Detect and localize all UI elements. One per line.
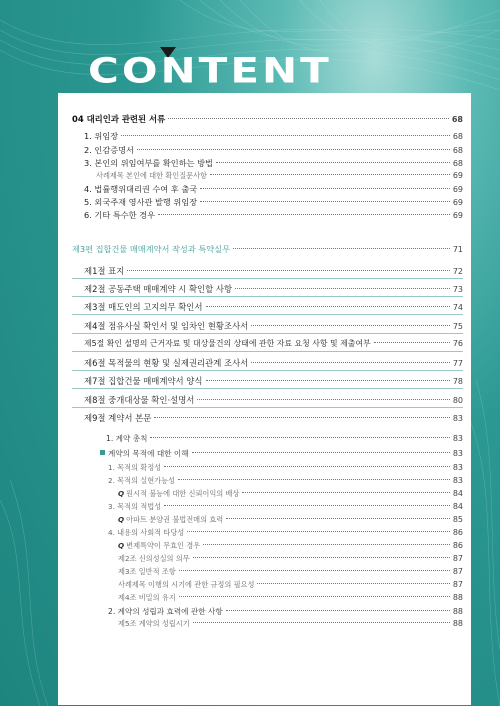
- toc-part-3[interactable]: [72, 244, 463, 255]
- toc-label: 2. 목적의 실현가능성: [108, 476, 175, 485]
- toc-page: 77: [452, 359, 463, 368]
- toc-item[interactable]: [84, 197, 463, 208]
- toc-page: 87: [452, 580, 463, 589]
- toc-page: 85: [452, 515, 463, 524]
- toc-page: 72: [452, 267, 463, 276]
- toc-label: 계약의 목적에 대한 이해: [108, 449, 189, 458]
- toc-label: 1. 위임장: [84, 131, 119, 141]
- toc-item[interactable]: [108, 502, 463, 512]
- toc-page: 88: [452, 619, 463, 628]
- divider: [72, 314, 463, 315]
- toc-section[interactable]: [84, 357, 463, 369]
- toc-label: 4. 법률행위대리권 수여 후 출국: [84, 184, 198, 194]
- toc-section[interactable]: [84, 412, 463, 424]
- toc-label: 제2절 공동주택 매매계약 시 확인할 사항: [84, 284, 233, 294]
- toc-page: 68: [452, 132, 463, 141]
- toc-page: 69: [452, 185, 463, 194]
- toc-label: 제4절 점유사실 확인서 및 임차인 현황조사서: [84, 321, 249, 331]
- divider: [72, 333, 463, 334]
- toc-section[interactable]: [84, 283, 463, 295]
- toc-label: 제5절 확인 설명의 근거자료 및 대상물건의 상태에 관한 자료 요청 사항 및 제출여부: [84, 339, 371, 348]
- toc-label: 제4조 비밀의 유지: [118, 593, 176, 602]
- toc-item[interactable]: [118, 567, 463, 577]
- toc-page: 83: [452, 463, 463, 472]
- toc-item[interactable]: [118, 593, 463, 603]
- toc-label: 04 대리인과 관련된 서류: [72, 114, 166, 124]
- toc-item[interactable]: [84, 145, 463, 156]
- toc-label: 제3편 집합건물 매매계약서 작성과 특약실무: [72, 244, 230, 254]
- toc-item[interactable]: [118, 554, 463, 564]
- toc-item[interactable]: [118, 541, 463, 551]
- toc-label: 5. 외국주재 영사관 발행 위임장: [84, 197, 198, 207]
- toc-page: 83: [452, 449, 463, 458]
- toc-page: 83: [452, 414, 463, 423]
- question-icon: Q: [118, 541, 125, 550]
- toc-page: 86: [452, 528, 463, 537]
- toc-item[interactable]: [108, 463, 463, 473]
- toc-section[interactable]: [84, 338, 463, 349]
- toc-page: 87: [452, 567, 463, 576]
- toc-page: 68: [452, 146, 463, 155]
- toc-label: 제8절 중개대상물 확인·설명서: [84, 395, 195, 405]
- toc-label: 6. 기타 특수한 경우: [84, 210, 155, 220]
- toc-item[interactable]: [118, 515, 463, 525]
- toc-item[interactable]: [84, 131, 463, 142]
- toc-sheet: [58, 93, 471, 705]
- page-title: CONTENT: [88, 50, 332, 91]
- toc-page: 86: [452, 541, 463, 550]
- toc-page: 87: [452, 554, 463, 563]
- toc-label: 4. 내용의 사회적 타당성: [108, 528, 185, 537]
- toc-section[interactable]: [84, 375, 463, 387]
- toc-page: 88: [452, 607, 463, 616]
- toc-chapter-04[interactable]: [72, 113, 463, 125]
- toc-page: 84: [452, 489, 463, 498]
- toc-item[interactable]: [84, 184, 463, 195]
- toc-page: 75: [452, 322, 463, 331]
- toc-label: 제9절 계약서 본문: [84, 413, 152, 423]
- toc-page: 76: [452, 339, 463, 348]
- toc-section[interactable]: [84, 265, 463, 277]
- toc-page: 88: [452, 593, 463, 602]
- toc-label: 원시적 불능에 대한 신뢰이익의 배상: [126, 489, 240, 498]
- toc-item[interactable]: [84, 210, 463, 221]
- toc-page: 71: [452, 245, 463, 254]
- toc-label: 3. 목적의 적법성: [108, 502, 162, 511]
- toc-page: 68: [451, 115, 463, 124]
- toc-section[interactable]: [84, 301, 463, 313]
- divider: [72, 278, 463, 279]
- divider: [72, 407, 463, 408]
- toc-item[interactable]: [118, 580, 463, 590]
- toc-label: 변제특약이 무효인 경우: [126, 541, 201, 550]
- toc-label: 제3조 일반적 조항: [118, 567, 176, 576]
- toc-page: 78: [452, 377, 463, 386]
- toc-subsection[interactable]: [108, 606, 463, 617]
- toc-label: 제2조 신의성실의 의무: [118, 554, 190, 563]
- toc-page: 83: [452, 434, 463, 443]
- toc-item[interactable]: [84, 158, 463, 169]
- toc-page: 68: [452, 159, 463, 168]
- toc-label: 사례제목 이행의 시기에 관한 규정의 필요성: [118, 580, 255, 589]
- toc-item[interactable]: [108, 476, 463, 486]
- toc-label: 제5조 계약의 성립시기: [118, 619, 190, 628]
- toc-label: 아파트 분양권 불법전매의 효력: [126, 515, 224, 524]
- toc-page: 73: [452, 285, 463, 294]
- question-icon: Q: [118, 489, 125, 498]
- toc-section[interactable]: [84, 394, 463, 406]
- divider: [72, 370, 463, 371]
- toc-subsection[interactable]: [100, 448, 463, 459]
- toc-page: 74: [452, 303, 463, 312]
- toc-label: 2. 계약의 성립과 효력에 관한 사항: [108, 607, 223, 616]
- toc-subsection[interactable]: [106, 433, 463, 444]
- toc-label: 제7절 집합건물 매매계약서 양식: [84, 376, 203, 386]
- toc-item[interactable]: [96, 171, 463, 181]
- toc-label: 1. 목적의 확정성: [108, 463, 162, 472]
- toc-page: 69: [452, 171, 463, 180]
- divider: [72, 351, 463, 352]
- toc-page: 69: [452, 198, 463, 207]
- toc-item[interactable]: [118, 619, 463, 629]
- question-icon: Q: [118, 515, 125, 524]
- toc-label: 제6절 목적물의 현황 및 실제권리관계 조사서: [84, 358, 249, 368]
- toc-item[interactable]: [118, 489, 463, 499]
- divider: [72, 296, 463, 297]
- toc-page: 83: [452, 476, 463, 485]
- toc-label: 2. 인감증명서: [84, 145, 134, 155]
- toc-page: 84: [452, 502, 463, 511]
- toc-page: 69: [452, 211, 463, 220]
- toc-label: 제1절 표지: [84, 266, 125, 276]
- divider: [72, 388, 463, 389]
- toc-label: 3. 본인의 위임여부를 확인하는 방법: [84, 158, 213, 168]
- toc-label: 1. 계약 총칙: [106, 434, 148, 443]
- bullet-square-icon: [100, 450, 105, 455]
- toc-page: 80: [452, 396, 463, 405]
- toc-label: 사례제목 본인에 대한 확인질문사항: [96, 171, 208, 180]
- toc-item[interactable]: [108, 528, 463, 538]
- toc-section[interactable]: [84, 320, 463, 332]
- toc-label: 제3절 매도인의 고지의무 확인서: [84, 302, 203, 312]
